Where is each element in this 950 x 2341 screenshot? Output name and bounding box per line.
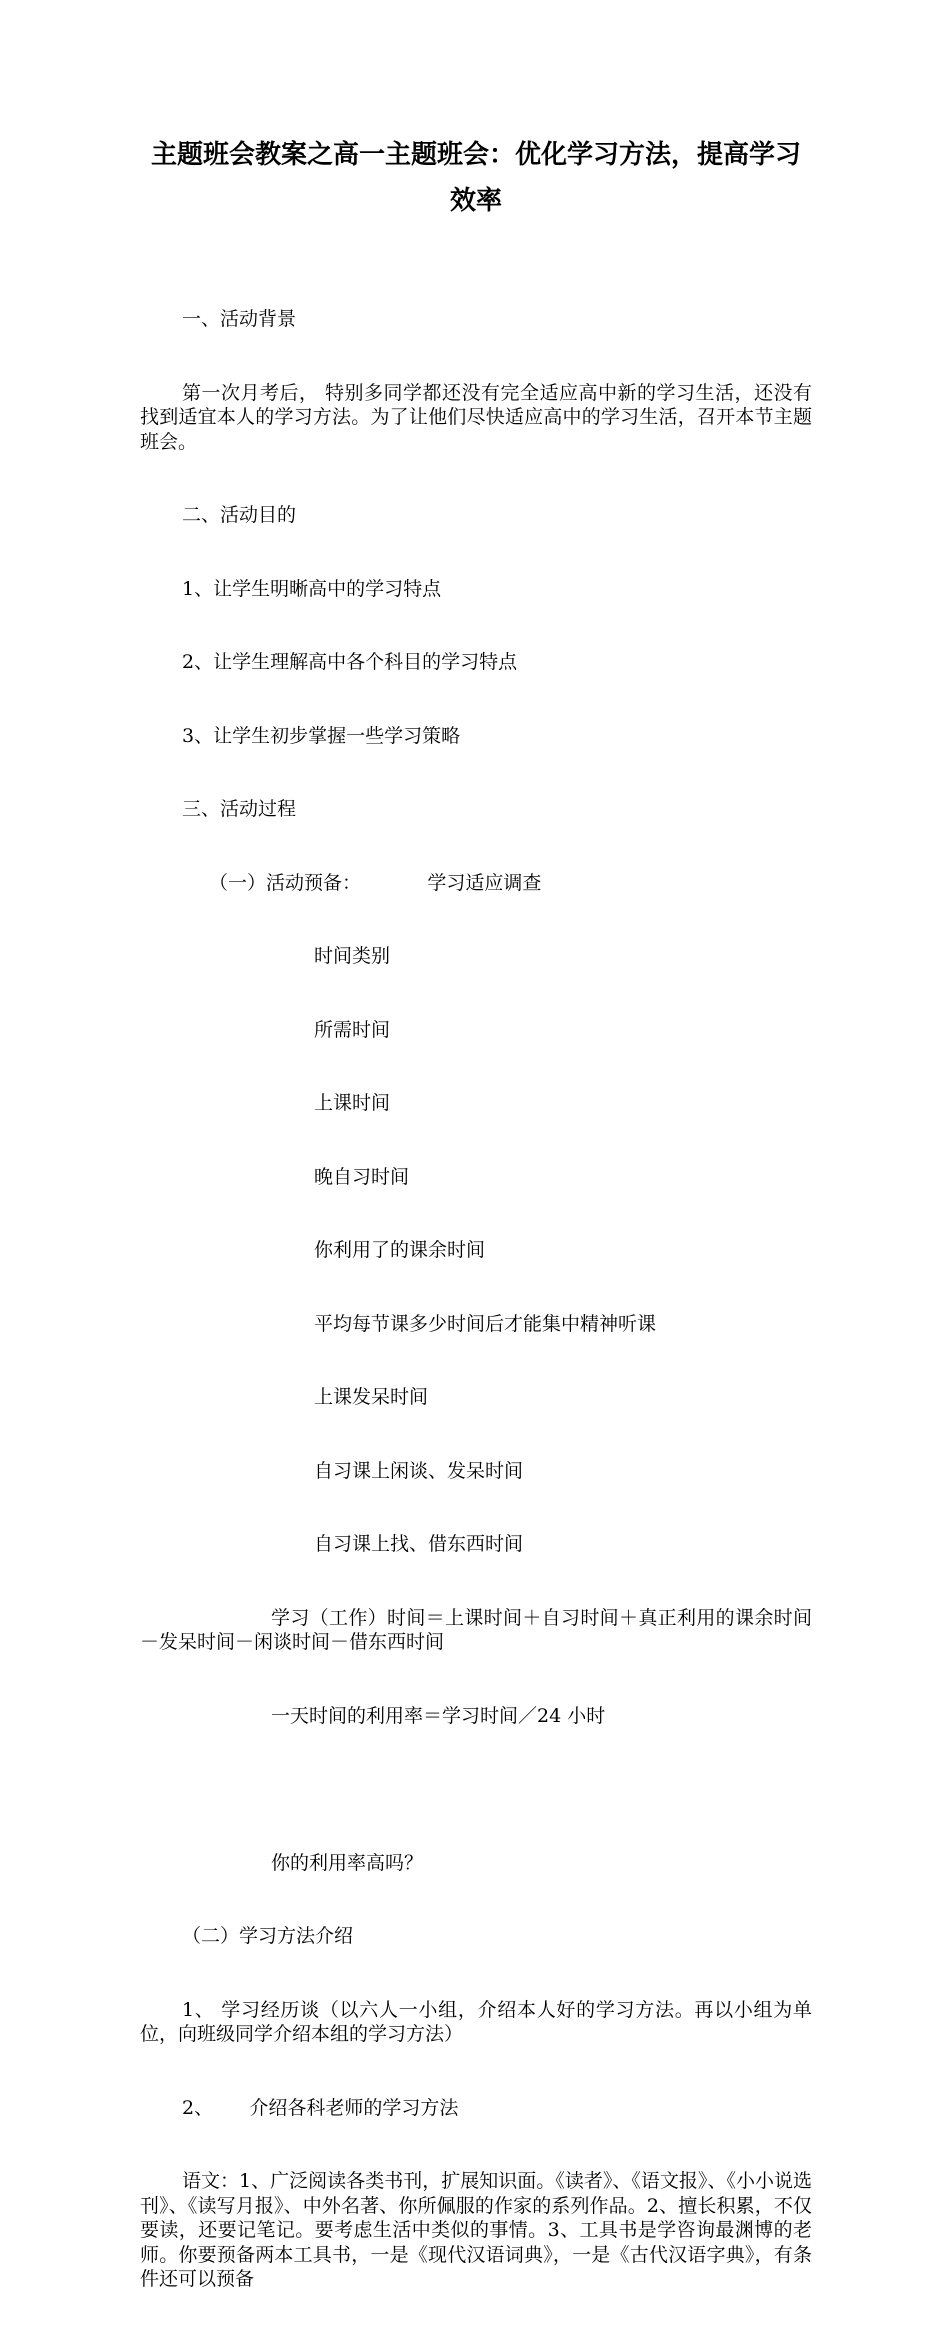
survey-item: 自习课上闲谈、发呆时间 xyxy=(314,1459,524,1482)
chinese-method-paragraph: 语文：1、广泛阅读各类书刊，扩展知识面。《读者》、《语文报》、《小小说选刊》、《读写月报》、中外名著、你所佩服的作家的系列作品。2、擅长积累，不仅要读，还要记笔记。要考虑生活中类似的事情。3、工具书是学咨询最渊博的老师。你要预备两本工具书，一是《现代汉语词典》，一是《古代汉语字典》，有条件还可以预备 xyxy=(140,2170,812,2290)
document-title: 主题班会教案之高一主题班会：优化学习方法，提高学习效率 xyxy=(150,140,801,216)
section-heading-background: 一、活动背景 xyxy=(182,308,297,330)
survey-item: 上课时间 xyxy=(314,1092,391,1114)
survey-item: 上课发呆时间 xyxy=(314,1386,429,1408)
study-time-formula: 学习（工作）时间＝上课时间＋自习时间＋真正利用的课余时间－发呆时间－闲谈时间－借东西时间 xyxy=(140,1606,812,1653)
methods-item-2: 2、 介绍各科老师的学习方法 xyxy=(182,2096,459,2119)
section-heading-purpose: 二、活动目的 xyxy=(182,504,297,526)
purpose-item-2: 2、让学生理解高中各个科目的学习特点 xyxy=(182,651,518,673)
survey-item: 平均每节课多少时间后才能集中精神听课 xyxy=(314,1312,657,1335)
purpose-item-3: 3、让学生初步掌握一些学习策略 xyxy=(182,724,461,747)
subsection-preparation: （一）活动预备： 学习适应调查 xyxy=(209,871,542,894)
utilization-formula: 一天时间的利用率＝学习时间／24 小时 xyxy=(271,1704,606,1727)
blank-line xyxy=(140,1777,812,1802)
document-body xyxy=(140,258,812,2341)
background-paragraph: 第一次月考后， 特别多同学都还没有完全适应高中新的学习生活，还没有找到适宜本人的学习方法。为了让他们尽快适应高中的学习生活，召开本节主题班会。 xyxy=(140,381,812,453)
survey-item: 所需时间 xyxy=(314,1018,391,1041)
methods-item-1: 1、 学习经历谈（以六人一小组，介绍本人好的学习方法。再以小组为单位，向班级同学介绍本组的学习方法） xyxy=(140,1998,812,2045)
purpose-item-1: 1、让学生明晰高中的学习特点 xyxy=(182,577,442,600)
section-heading-process: 三、活动过程 xyxy=(182,798,297,820)
survey-item: 自习课上找、借东西时间 xyxy=(314,1533,524,1555)
survey-item: 你利用了的课余时间 xyxy=(314,1239,486,1261)
survey-item: 时间类别 xyxy=(314,945,391,967)
survey-item: 晚自习时间 xyxy=(314,1165,410,1188)
utilization-question: 你的利用率高吗？ xyxy=(271,1851,424,1874)
subsection-methods: （二）学习方法介绍 xyxy=(182,1925,354,1947)
